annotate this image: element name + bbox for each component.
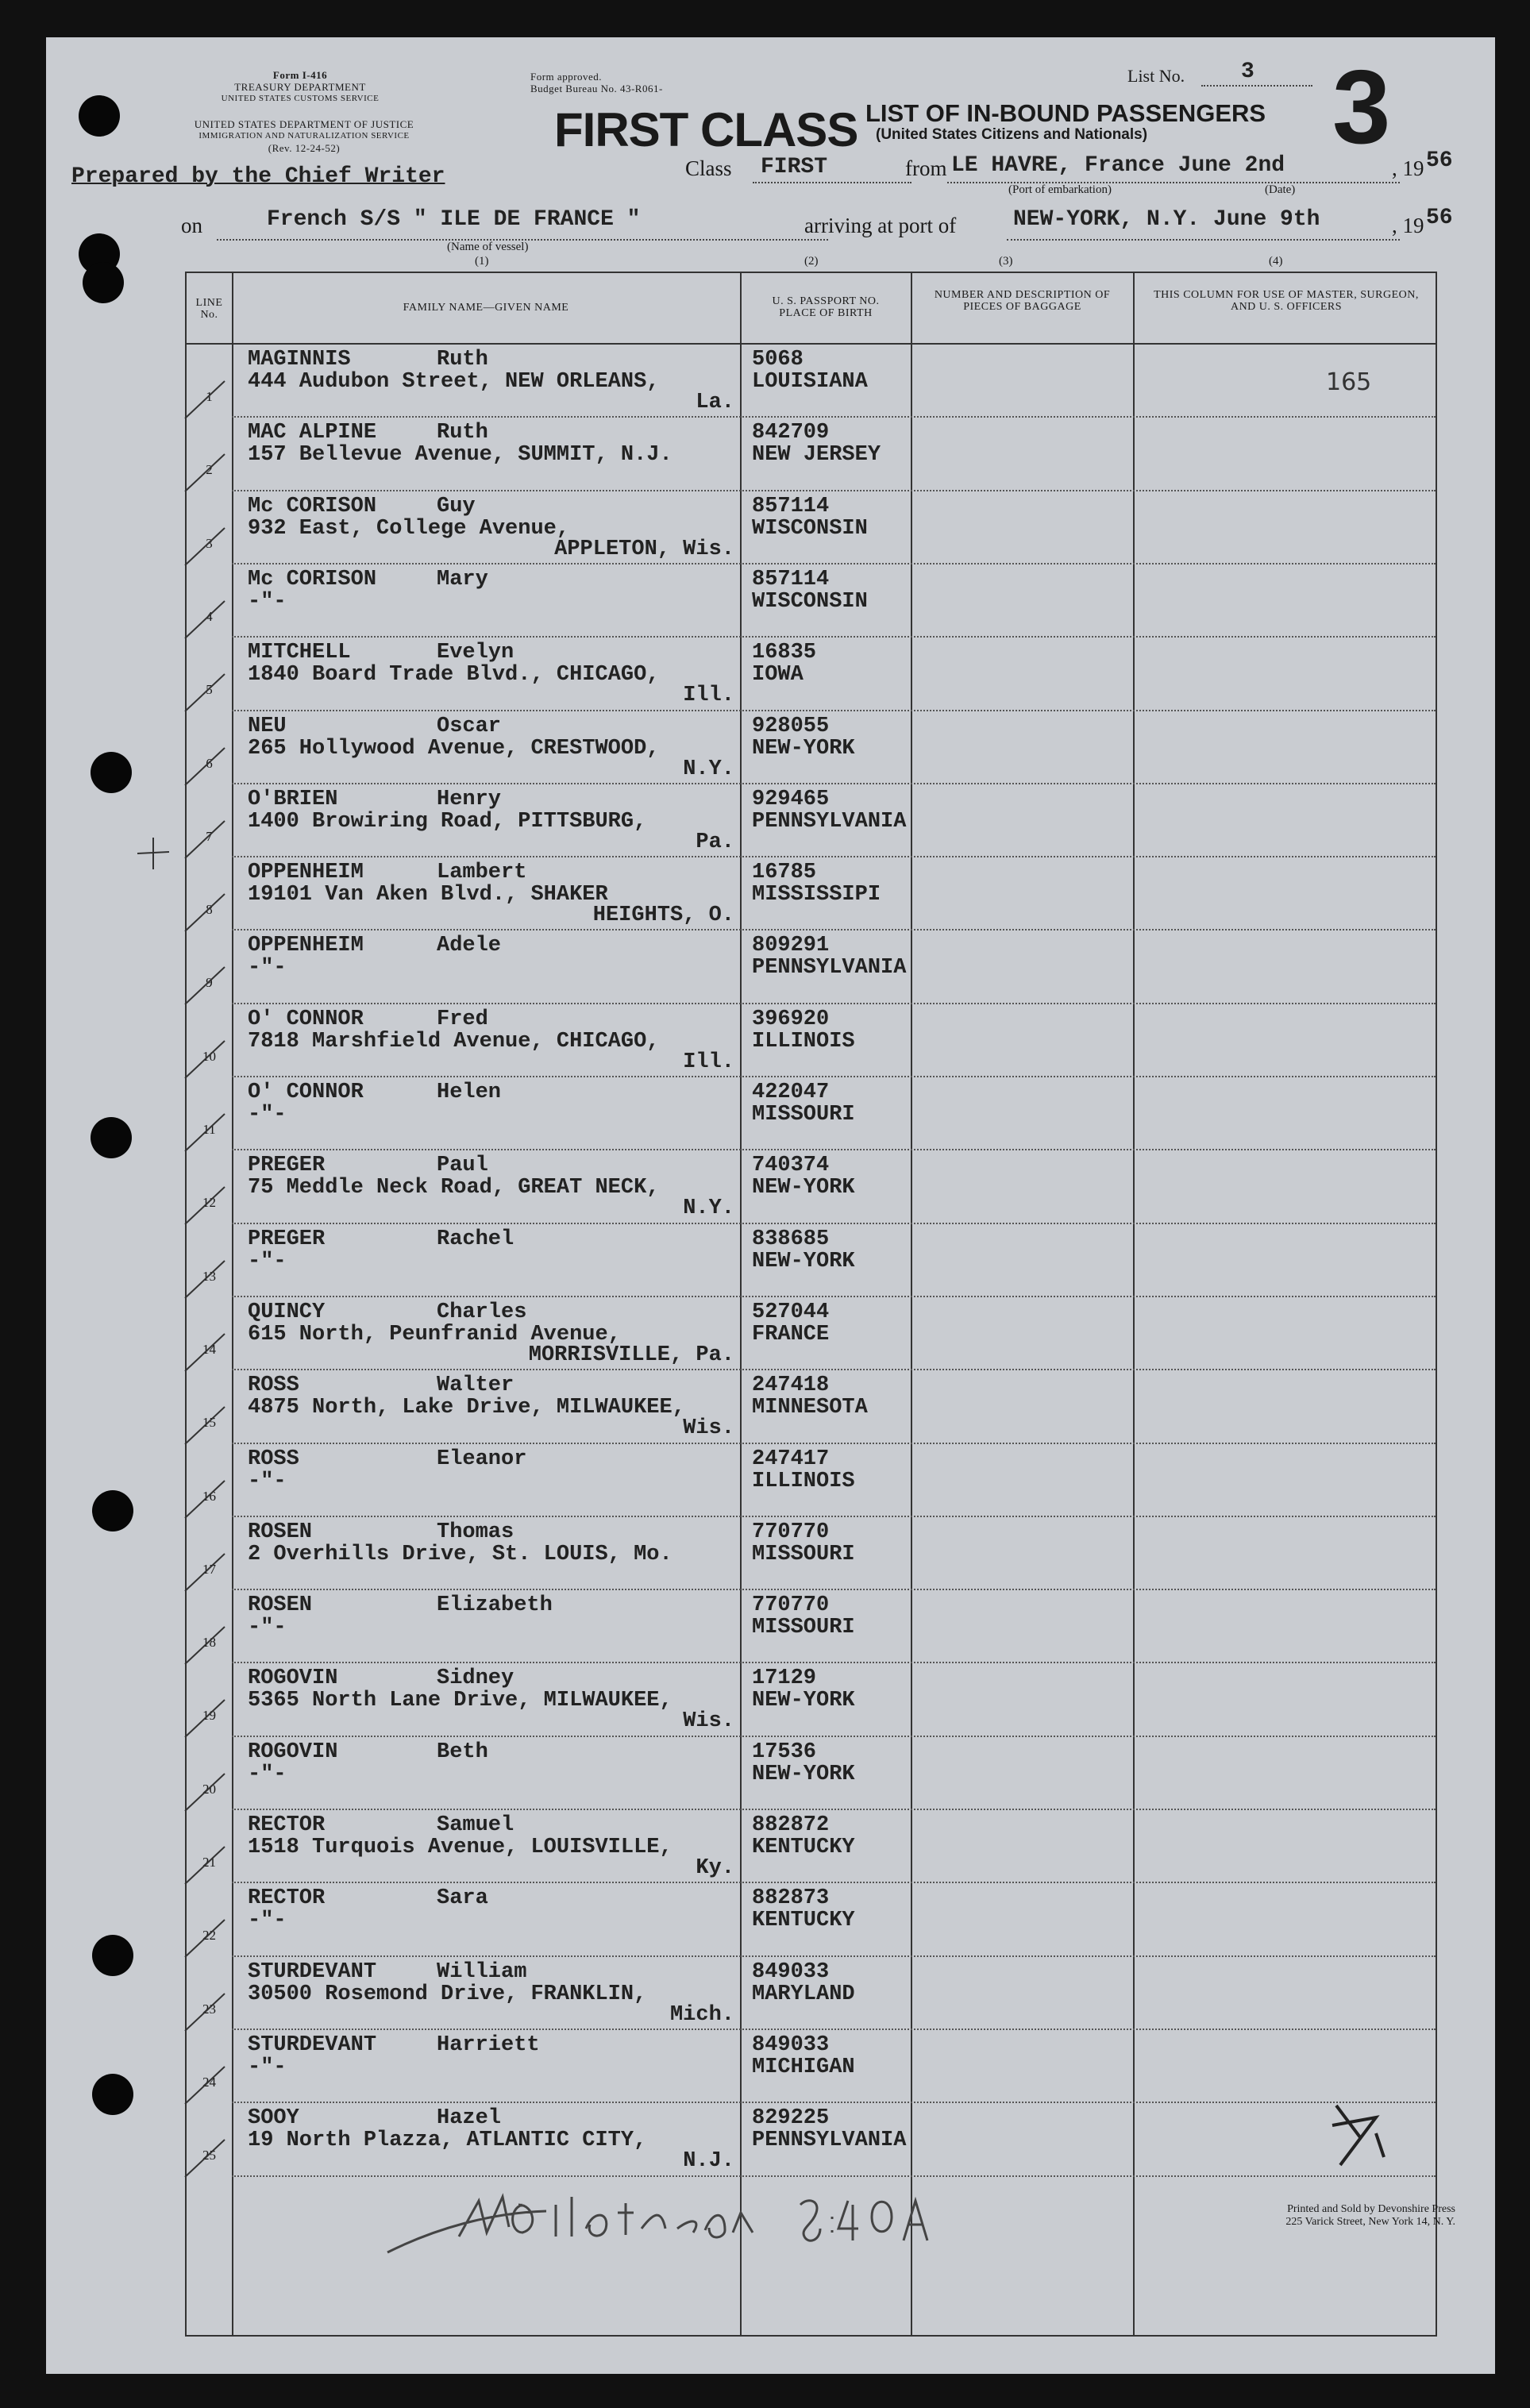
- passport-number: 247417: [752, 1447, 830, 1471]
- place-of-birth: MISSOURI: [752, 1103, 855, 1127]
- passenger-family-name: ROGOVIN: [248, 1666, 338, 1691]
- passenger-address-line-2: Wis.: [683, 1416, 734, 1441]
- row-divider: [232, 416, 1436, 418]
- passenger-address-line-2: Ill.: [683, 1050, 734, 1074]
- treasury-label: TREASURY DEPARTMENT: [234, 81, 366, 93]
- passport-number: 882872: [752, 1813, 830, 1837]
- passenger-family-name: ROGOVIN: [248, 1740, 338, 1764]
- row-divider: [232, 1662, 1436, 1663]
- punch-hole: [91, 752, 132, 793]
- passenger-family-name: O' CONNOR: [248, 1007, 364, 1031]
- arriving-label: arriving at port of: [804, 214, 957, 237]
- row-number: 20: [202, 1781, 216, 1797]
- class-value: FIRST: [761, 155, 828, 179]
- list-no-label: List No.: [1127, 66, 1185, 86]
- passport-number: 849033: [752, 2032, 830, 2057]
- passport-number: 770770: [752, 1593, 830, 1618]
- place-of-birth: ILLINOIS: [752, 1469, 855, 1493]
- row-divider: [232, 929, 1436, 930]
- row-number: 24: [202, 2074, 216, 2090]
- check-mark: [179, 1987, 234, 2035]
- check-mark: [179, 1327, 234, 1375]
- place-of-birth: NEW-YORK: [752, 1176, 855, 1200]
- passenger-address: 2 Overhills Drive, St. LOUIS, Mo.: [248, 1542, 673, 1566]
- check-mark: [179, 595, 234, 642]
- revision-label: (Rev. 12-24-52): [268, 142, 341, 154]
- passport-number: 17536: [752, 1740, 817, 1764]
- row-divider: [232, 1003, 1436, 1004]
- row-number: 2: [206, 462, 213, 478]
- row-number: 6: [206, 755, 213, 771]
- check-mark: [179, 668, 234, 715]
- row-divider: [232, 1443, 1436, 1444]
- row-number: 10: [202, 1048, 216, 1064]
- row-divider: [232, 856, 1436, 857]
- passport-number: 5068: [752, 348, 804, 372]
- passport-number: 247418: [752, 1374, 830, 1398]
- printer-line-2: 225 Varick Street, New York 14, N. Y.: [1285, 2216, 1455, 2228]
- passport-number: 809291: [752, 934, 830, 958]
- vessel-name: French S/S " ILE DE FRANCE ": [267, 207, 641, 232]
- check-mark: [179, 1034, 234, 1082]
- passenger-family-name: PREGER: [248, 1154, 326, 1178]
- check-mark: [179, 815, 234, 862]
- place-of-birth: MICHIGAN: [752, 2055, 855, 2079]
- header-line-no: LINE No.: [195, 297, 223, 321]
- row-divider: [232, 1223, 1436, 1224]
- passenger-address-line-2: Pa.: [696, 830, 734, 854]
- passenger-given-name: Eleanor: [437, 1447, 527, 1471]
- passport-number: 849033: [752, 1959, 830, 1984]
- pen-mark: [1316, 2094, 1404, 2181]
- passenger-given-name: Thomas: [437, 1520, 514, 1544]
- header-officers: THIS COLUMN FOR USE OF MASTER, SURGEON, AND U. S. OFFICERS: [1154, 289, 1419, 313]
- punch-hole: [83, 262, 124, 303]
- subtitle-note: (United States Citizens and Nationals): [876, 126, 1148, 143]
- passenger-address: 615 North, Peunfranid Avenue,: [248, 1322, 621, 1347]
- check-mark: [179, 2060, 234, 2108]
- check-mark: [179, 1913, 234, 1961]
- passenger-given-name: Mary: [437, 567, 488, 591]
- from-label: from: [905, 156, 947, 180]
- prepared-by: Prepared by the Chief Writer: [71, 164, 445, 189]
- row-divider: [232, 636, 1436, 638]
- check-mark: [179, 1181, 234, 1228]
- punch-hole: [79, 95, 120, 137]
- check-mark: [179, 1108, 234, 1155]
- row-divider: [232, 1076, 1436, 1077]
- passenger-address: 265 Hollywood Avenue, CRESTWOOD,: [248, 736, 660, 761]
- passenger-address-line-2: Ky.: [696, 1856, 734, 1880]
- row-divider: [232, 490, 1436, 491]
- passenger-address-line-2: N.J.: [683, 2149, 734, 2174]
- passenger-given-name: Beth: [437, 1740, 488, 1764]
- passenger-family-name: OPPENHEIM: [248, 934, 364, 958]
- passenger-table: [185, 272, 1437, 2337]
- passenger-given-name: Helen: [437, 1081, 502, 1104]
- passenger-family-name: Mc CORISON: [248, 567, 377, 591]
- place-of-birth: FRANCE: [752, 1322, 830, 1347]
- passenger-address: -"-: [248, 1469, 287, 1493]
- passenger-address-line-2: HEIGHTS, O.: [592, 903, 734, 928]
- row-number: 15: [202, 1415, 216, 1431]
- ins-label: IMMIGRATION AND NATURALIZATION SERVICE: [198, 131, 410, 141]
- passenger-address: 444 Audubon Street, NEW ORLEANS,: [248, 370, 660, 394]
- check-mark: [179, 522, 234, 569]
- check-mark: [179, 1840, 234, 1888]
- passenger-family-name: RECTOR: [248, 1886, 326, 1911]
- header-passport: U. S. PASSPORT NO. PLACE OF BIRTH: [772, 295, 880, 319]
- passport-number: 527044: [752, 1300, 830, 1324]
- passenger-family-name: O' CONNOR: [248, 1081, 364, 1104]
- printer-line-1: Printed and Sold by Devonshire Press: [1287, 2203, 1455, 2215]
- row-number: 16: [202, 1488, 216, 1504]
- passenger-address: -"-: [248, 2055, 287, 2079]
- place-of-birth: MARYLAND: [752, 1982, 855, 2006]
- passenger-family-name: ROSEN: [248, 1520, 313, 1544]
- header-name: FAMILY NAME—GIVEN NAME: [403, 302, 569, 314]
- passenger-given-name: Harriett: [437, 2032, 540, 2057]
- passenger-address: -"-: [248, 1909, 287, 1933]
- from-year: 56: [1426, 148, 1453, 173]
- passport-number: 396920: [752, 1007, 830, 1031]
- place-of-birth: ILLINOIS: [752, 1029, 855, 1054]
- handwritten-text: [395, 2260, 465, 2269]
- passenger-given-name: Ruth: [437, 348, 488, 372]
- row-number: 25: [202, 2148, 216, 2163]
- document-page: [46, 37, 1495, 2374]
- row-number: 4: [206, 608, 213, 624]
- passenger-given-name: Evelyn: [437, 641, 514, 665]
- passport-number: 857114: [752, 494, 830, 518]
- place-of-birth: PENNSYLVANIA: [752, 2129, 907, 2153]
- passenger-family-name: NEU: [248, 714, 287, 738]
- passenger-address: -"-: [248, 956, 287, 981]
- budget-label: Budget Bureau No. 43-R061-: [530, 83, 663, 94]
- passenger-address: 75 Meddle Neck Road, GREAT NECK,: [248, 1176, 660, 1200]
- place-of-birth: NEW-YORK: [752, 1249, 855, 1273]
- row-number: 11: [202, 1122, 216, 1137]
- row-divider: [232, 1882, 1436, 1883]
- check-mark: [179, 1547, 234, 1595]
- row-divider: [232, 2175, 1436, 2177]
- approved-label: Form approved.: [530, 71, 603, 83]
- class-label: Class: [685, 156, 732, 180]
- row-divider: [232, 1149, 1436, 1150]
- row-number: 8: [206, 902, 213, 918]
- punch-hole: [92, 2074, 133, 2115]
- place-of-birth: WISCONSIN: [752, 516, 868, 541]
- passenger-address: -"-: [248, 1762, 287, 1786]
- arriving-year-prefix: , 19: [1392, 214, 1424, 237]
- row-divider: [232, 1296, 1436, 1297]
- passenger-address-line-2: Wis.: [683, 1709, 734, 1734]
- column-2-number: (2): [804, 255, 819, 268]
- passenger-address-line-2: APPLETON, Wis.: [554, 537, 734, 561]
- date-note: (Date): [1265, 183, 1296, 196]
- column-3-number: (3): [999, 255, 1013, 268]
- passenger-family-name: Mc CORISON: [248, 494, 377, 518]
- row-number: 14: [202, 1341, 216, 1357]
- passenger-family-name: STURDEVANT: [248, 1959, 377, 1984]
- row-number: 17: [202, 1561, 216, 1577]
- from-value: LE HAVRE, France June 2nd: [951, 153, 1285, 178]
- place-of-birth: PENNSYLVANIA: [752, 956, 907, 981]
- passenger-given-name: Walter: [437, 1374, 514, 1398]
- passport-number: 838685: [752, 1227, 830, 1251]
- vessel-note: (Name of vessel): [447, 241, 529, 253]
- passport-number: 882873: [752, 1886, 830, 1911]
- passport-number: 17129: [752, 1666, 817, 1691]
- passenger-address-line-2: N.Y.: [683, 1196, 734, 1221]
- check-mark: [179, 1254, 234, 1302]
- check-mark: [179, 448, 234, 495]
- port-embark-note: (Port of embarkation): [1008, 183, 1112, 196]
- check-mark: [179, 1620, 234, 1668]
- passport-number: 929465: [752, 787, 830, 811]
- passport-number: 770770: [752, 1520, 830, 1544]
- handwritten-time-text: [441, 2260, 465, 2269]
- row-divider: [232, 563, 1436, 564]
- list-no-value: 3: [1241, 60, 1254, 84]
- passenger-given-name: Henry: [437, 787, 502, 811]
- passenger-address: 19101 Van Aken Blvd., SHAKER: [248, 883, 608, 907]
- row-number: 23: [202, 2001, 216, 2017]
- check-mark: [179, 375, 234, 422]
- justice-label: UNITED STATES DEPARTMENT OF JUSTICE: [194, 118, 414, 130]
- passenger-family-name: PREGER: [248, 1227, 326, 1251]
- place-of-birth: MISSOURI: [752, 1616, 855, 1640]
- place-of-birth: MISSISSIPI: [752, 883, 881, 907]
- row-number: 21: [202, 1855, 216, 1870]
- row-divider: [232, 1809, 1436, 1810]
- place-of-birth: MISSOURI: [752, 1542, 855, 1566]
- passenger-address: 30500 Rosemond Drive, FRANKLIN,: [248, 1982, 647, 2006]
- customs-label: UNITED STATES CUSTOMS SERVICE: [221, 94, 380, 103]
- passenger-given-name: Elizabeth: [437, 1593, 553, 1618]
- passenger-given-name: Rachel: [437, 1227, 514, 1251]
- passport-number: 842709: [752, 421, 830, 445]
- punch-hole: [92, 1935, 133, 1976]
- passenger-address: 7818 Marshfield Avenue, CHICAGO,: [248, 1029, 660, 1054]
- row-number: 19: [202, 1708, 216, 1724]
- place-of-birth: NEW-YORK: [752, 1689, 855, 1713]
- check-mark: [179, 888, 234, 935]
- row-number: 3: [206, 535, 213, 551]
- arriving-value: NEW-YORK, N.Y. June 9th: [1013, 207, 1320, 232]
- row-divider: [232, 710, 1436, 711]
- passenger-given-name: Oscar: [437, 714, 502, 738]
- passenger-address: 19 North Plazza, ATLANTIC CITY,: [248, 2129, 647, 2153]
- from-year-prefix: , 19: [1392, 156, 1424, 180]
- passenger-address-line-2: N.Y.: [683, 757, 734, 781]
- row-divider: [232, 783, 1436, 784]
- passenger-family-name: OPPENHEIM: [248, 861, 364, 885]
- passenger-family-name: ROSS: [248, 1374, 299, 1398]
- passenger-family-name: SOOY: [248, 2106, 299, 2131]
- passenger-family-name: STURDEVANT: [248, 2032, 377, 2057]
- check-mark: [179, 1693, 234, 1741]
- passenger-given-name: William: [437, 1959, 527, 1984]
- officer-note: 165: [1326, 368, 1372, 396]
- passenger-address-line-2: MORRISVILLE, Pa.: [528, 1343, 734, 1367]
- passport-number: 740374: [752, 1154, 830, 1178]
- on-label: on: [181, 214, 202, 237]
- row-number: 1: [206, 389, 213, 404]
- place-of-birth: NEW-YORK: [752, 736, 855, 761]
- row-number: 13: [202, 1268, 216, 1284]
- passenger-family-name: MITCHELL: [248, 641, 351, 665]
- row-divider: [232, 1955, 1436, 1957]
- passenger-family-name: ROSEN: [248, 1593, 313, 1618]
- passenger-given-name: Guy: [437, 494, 476, 518]
- passenger-address: -"-: [248, 1616, 287, 1640]
- passport-number: 928055: [752, 714, 830, 738]
- place-of-birth: NEW-YORK: [752, 1762, 855, 1786]
- handwritten-signature: [372, 2181, 1023, 2276]
- passenger-given-name: Sara: [437, 1886, 488, 1911]
- row-number: 9: [206, 975, 213, 991]
- passport-number: 829225: [752, 2106, 830, 2131]
- passenger-address: 1840 Board Trade Blvd., CHICAGO,: [248, 663, 660, 688]
- check-mark: [179, 1474, 234, 1522]
- passenger-family-name: MAGINNIS: [248, 348, 351, 372]
- form-title: FIRST CLASS: [554, 103, 858, 156]
- column-4-number: (4): [1269, 255, 1283, 268]
- check-mark: [179, 742, 234, 789]
- header-baggage: NUMBER AND DESCRIPTION OF PIECES OF BAGGAGE: [934, 289, 1111, 313]
- row-number: 12: [202, 1195, 216, 1211]
- passenger-address: 4875 North, Lake Drive, MILWAUKEE,: [248, 1396, 685, 1420]
- check-mark: [179, 1400, 234, 1448]
- arriving-year: 56: [1426, 206, 1453, 230]
- check-mark: [179, 961, 234, 1008]
- passenger-given-name: Hazel: [437, 2106, 502, 2131]
- place-of-birth: WISCONSIN: [752, 589, 868, 614]
- punch-hole: [91, 1117, 132, 1158]
- passport-number: 16785: [752, 861, 817, 885]
- row-number: 22: [202, 1928, 216, 1944]
- passenger-given-name: Paul: [437, 1154, 488, 1178]
- passenger-given-name: Lambert: [437, 861, 527, 885]
- place-of-birth: KENTUCKY: [752, 1909, 855, 1933]
- passenger-address: 157 Bellevue Avenue, SUMMIT, N.J.: [248, 443, 673, 468]
- passenger-given-name: Fred: [437, 1007, 488, 1031]
- row-number: 18: [202, 1635, 216, 1651]
- passenger-address-line-2: Mich.: [669, 2002, 734, 2027]
- form-subtitle: LIST OF IN-BOUND PASSENGERS: [865, 99, 1266, 127]
- place-of-birth: MINNESOTA: [752, 1396, 868, 1420]
- passenger-address: -"-: [248, 589, 287, 614]
- punch-hole: [92, 1490, 133, 1531]
- place-of-birth: KENTUCKY: [752, 1836, 855, 1859]
- place-of-birth: IOWA: [752, 663, 804, 688]
- form-number: Form I-416: [272, 69, 328, 81]
- passenger-given-name: Charles: [437, 1300, 527, 1324]
- passenger-given-name: Adele: [437, 934, 502, 958]
- passenger-address: 932 East, College Avenue,: [248, 516, 570, 541]
- passport-number: 16835: [752, 641, 817, 665]
- passenger-family-name: QUINCY: [248, 1300, 326, 1324]
- row-divider: [232, 2102, 1436, 2103]
- passport-number: 422047: [752, 1081, 830, 1104]
- passenger-address: 1518 Turquois Avenue, LOUISVILLE,: [248, 1836, 673, 1859]
- passenger-address-line-2: La.: [696, 391, 734, 414]
- column-1-number: (1): [475, 255, 489, 268]
- place-of-birth: PENNSYLVANIA: [752, 809, 907, 834]
- row-divider: [232, 2028, 1436, 2030]
- row-divider: [232, 1369, 1436, 1370]
- list-big-number: 3: [1332, 48, 1391, 165]
- passport-number: 857114: [752, 567, 830, 591]
- passenger-address: -"-: [248, 1103, 287, 1127]
- passenger-address-line-2: Ill.: [683, 684, 734, 708]
- row-divider: [232, 1516, 1436, 1517]
- passenger-family-name: RECTOR: [248, 1813, 326, 1837]
- check-mark: [179, 1767, 234, 1815]
- place-of-birth: LOUISIANA: [752, 370, 868, 394]
- pen-cross: [129, 831, 177, 879]
- passenger-given-name: Ruth: [437, 421, 488, 445]
- passenger-given-name: Sidney: [437, 1666, 514, 1691]
- row-divider: [232, 1736, 1436, 1737]
- passenger-family-name: ROSS: [248, 1447, 299, 1471]
- row-number: 7: [206, 828, 213, 844]
- check-mark: [179, 2133, 234, 2181]
- place-of-birth: NEW JERSEY: [752, 443, 881, 468]
- row-number: 5: [206, 682, 213, 698]
- passenger-address: -"-: [248, 1249, 287, 1273]
- passenger-given-name: Samuel: [437, 1813, 514, 1837]
- handwritten-signature-text: [395, 2260, 439, 2269]
- row-divider: [232, 1589, 1436, 1590]
- passenger-address: 5365 North Lane Drive, MILWAUKEE,: [248, 1689, 673, 1713]
- passenger-address: 1400 Browiring Road, PITTSBURG,: [248, 809, 647, 834]
- passenger-family-name: MAC ALPINE: [248, 421, 377, 445]
- passenger-family-name: O'BRIEN: [248, 787, 338, 811]
